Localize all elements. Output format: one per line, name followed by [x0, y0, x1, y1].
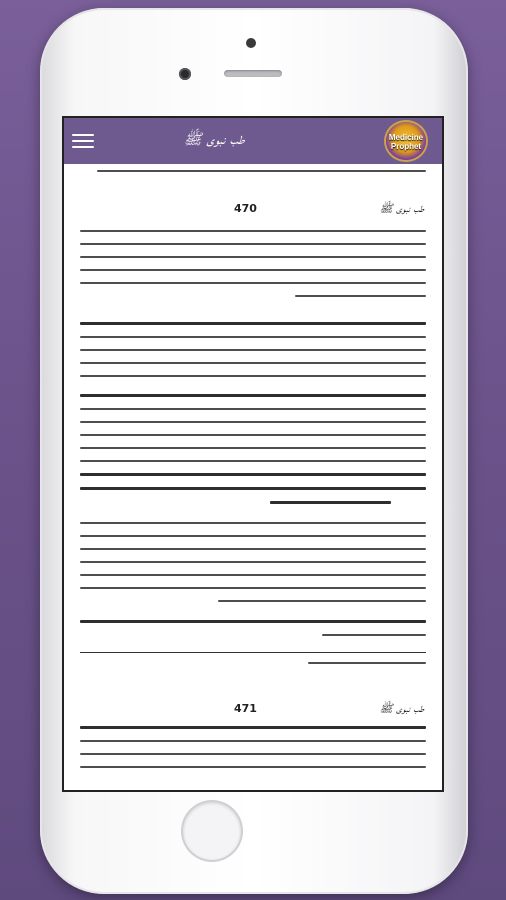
book-page: [64, 164, 442, 790]
camera-dot: [246, 38, 256, 48]
page-number-470: 470: [234, 202, 257, 215]
footnote: [80, 662, 426, 675]
speaker-grille: [224, 70, 282, 77]
home-button[interactable]: [183, 802, 241, 860]
text-block-2: [80, 322, 426, 388]
text-block-top: [80, 170, 426, 183]
page-header-470: [84, 202, 424, 218]
app-logo-icon: [386, 122, 426, 160]
logo-text: Medicine Prophet: [388, 133, 424, 151]
running-title-470: طب نبوی ﷺ: [379, 202, 424, 215]
running-title-471: طب نبوی ﷺ: [379, 702, 424, 715]
app-title: طب نبوی ﷺ: [183, 130, 245, 148]
page-number-471: 471: [234, 702, 257, 715]
text-block-6: [80, 726, 426, 779]
text-block-5: [80, 620, 426, 647]
front-camera-icon: [179, 68, 191, 80]
phone-frame: [40, 8, 468, 894]
text-block-1: [80, 230, 426, 308]
text-block-3: [80, 394, 426, 515]
text-block-4: [80, 522, 426, 613]
app-screen: [62, 116, 444, 792]
page-header-471: [84, 702, 424, 718]
app-bar: [64, 118, 442, 164]
menu-icon[interactable]: [72, 134, 94, 148]
footnote-divider: [80, 652, 426, 653]
